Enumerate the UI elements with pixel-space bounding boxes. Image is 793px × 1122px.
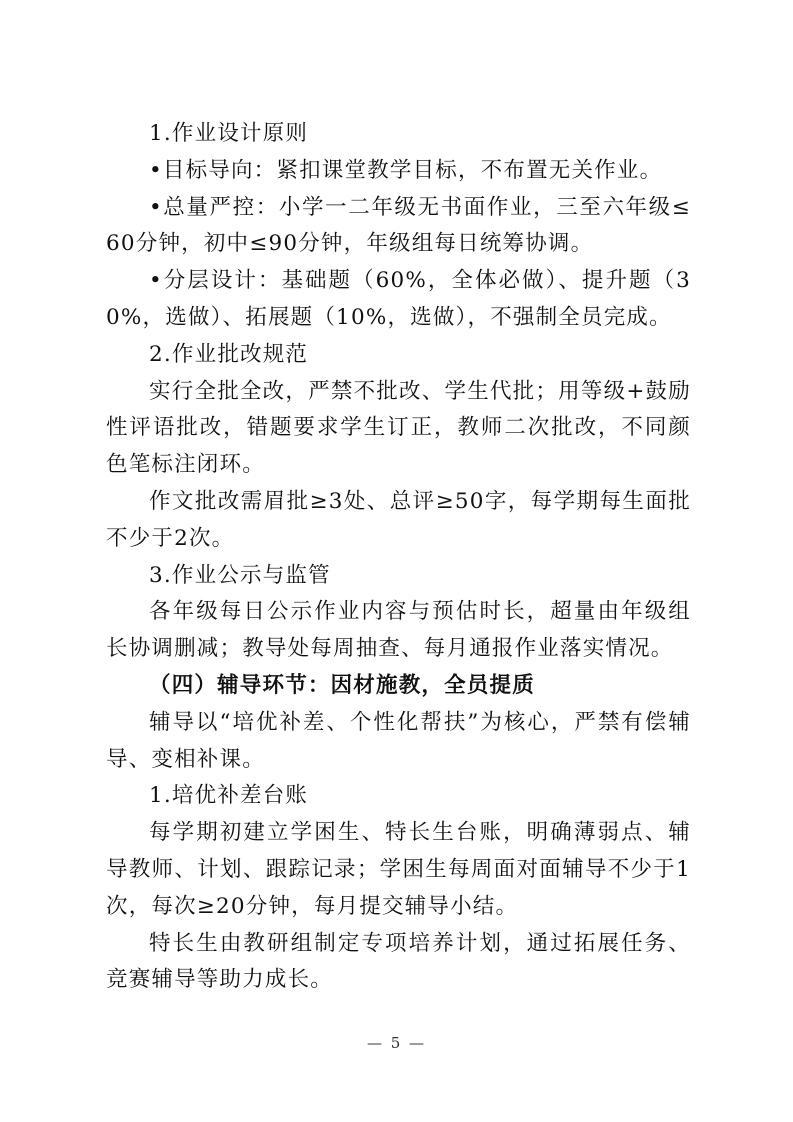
paragraph-2: •目标导向：紧扣课堂教学目标，不布置无关作业。 <box>149 157 663 183</box>
paragraph-6: 实行全批全改，严禁不批改、学生代批；用等级+鼓励性评语批改，错题要求学生订正，教师二次批改，不同颜色笔标注闭环。 <box>106 378 691 478</box>
paragraph-3: •总量严控：小学一二年级无书面作业，三至六年级≤60分钟，初中≤90分钟，年级组每日统筹协调。 <box>106 194 691 257</box>
paragraph-1: 1.作业设计原则 <box>149 121 309 146</box>
paragraph-9: 各年级每日公示作业内容与预估时长，超量由年级组长协调删减；教导处每周抽查、每月通报作业落实情况。 <box>106 599 691 662</box>
paragraph-7: 作文批改需眉批≥3处、总评≥50字，每学期每生面批不少于2次。 <box>106 488 691 551</box>
paragraph-5: 2.作业批改规范 <box>149 341 309 367</box>
section-heading: （四）辅导环节：因材施教，全员提质 <box>149 672 535 698</box>
paragraph-12: 1.培优补差台账 <box>149 783 309 809</box>
paragraph-11: 辅导以“培优补差、个性化帮扶”为核心，严禁有偿辅导、变相补课。 <box>106 709 691 772</box>
paragraph-4: •分层设计：基础题（60%，全体必做）、提升题（30%，选做）、拓展题（10%，选做），不强制全员完成。 <box>106 268 691 330</box>
document-body <box>106 116 691 999</box>
page-number: — 5 — <box>366 1034 427 1052</box>
paragraph-8: 3.作业公示与监管 <box>149 562 331 588</box>
paragraph-13: 每学期初建立学困生、特长生台账，明确薄弱点、辅导教师、计划、跟踪记录；学困生每周面对面辅导不少于1次，每次≥20分钟，每月提交辅导小结。 <box>106 820 691 919</box>
paragraph-14: 特长生由教研组制定专项培养计划，通过拓展任务、竞赛辅导等助力成长。 <box>106 930 691 993</box>
